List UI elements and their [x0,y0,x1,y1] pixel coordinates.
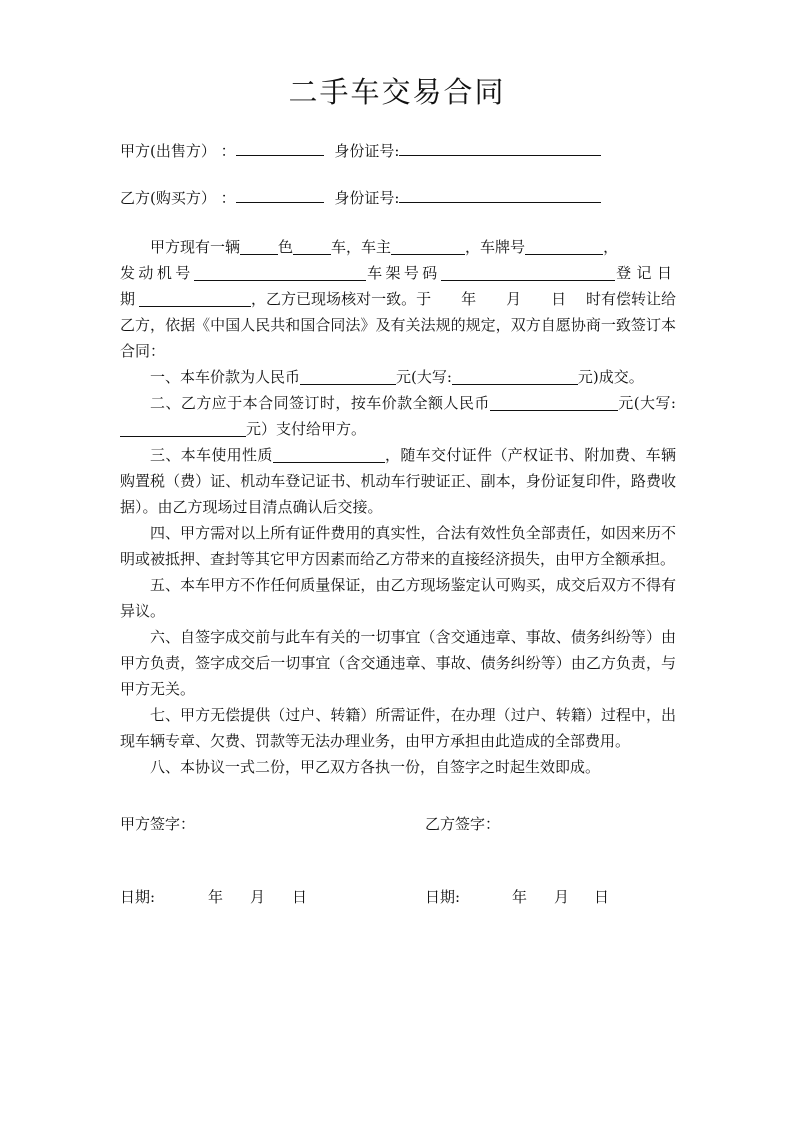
party-b-date [425,886,609,907]
price-field[interactable] [300,367,396,385]
engine-number-field[interactable] [194,263,366,281]
party-b-label: 乙方(购买方） ： [120,189,236,207]
clause-6: 六、自签字成交前与此车有关的一切事宜（含交通违章、事故、债务纠纷等）由甲方负责，签字成交后一切事宜（含交通违章、事故、债务纠纷等）由乙方负责，与甲方无关。 [120,628,676,698]
party-b-id-label: 身份证号: [334,189,400,207]
clause-text: 元(大写: [617,394,676,412]
intro-text: 车，车主 [331,238,392,256]
intro-paragraph [120,234,676,260]
intro-text: 发动机号 [120,264,194,282]
intro-text: ，乙方已现场核对一致。于 年 月 日 时有偿转让给乙方，依据《中国人民共和国合同法》及有关法规的规定，双方自愿协商一致签订本合同： [120,290,676,360]
usage-type-field[interactable] [273,445,385,463]
clause-text: 元)成交。 [577,368,644,386]
party-a-row [120,139,601,162]
party-b-row [120,186,601,209]
year-label: 年 [512,888,528,906]
intro-text: ， [603,238,619,256]
full-price-uppercase-field[interactable] [120,419,246,437]
party-b-signature-label: 乙方签字： [425,815,501,833]
clause-4: 四、甲方需对以上所有证件费用的真实性，合法有效性负全部责任，如因来历不明或被抵押、查封等其它甲方因素而给乙方带来的直接经济损失，由甲方全额承担。 [120,524,676,568]
full-price-field[interactable] [490,393,618,411]
clause-text: ，随车交付证件（产权证书、附加费、车辆购置税（费）证、机动车登记证书、机动车行驶证正、副本，身份证复印件，路费收据）。由乙方现场过目清点确认后交接。 [120,446,676,516]
intro-paragraph-cont [120,260,676,364]
party-a-date [120,886,307,907]
intro-text: 色 [278,238,294,256]
car-type-field[interactable] [293,237,331,255]
clause-3 [120,442,676,520]
month-label: 月 [250,888,266,906]
price-uppercase-field[interactable] [452,367,578,385]
intro-text: 车架号码 [365,264,441,282]
party-b-id-field[interactable] [399,186,601,203]
contract-title: 二手车交易合同 [288,75,506,109]
party-b-name-field[interactable] [236,186,324,203]
party-a-signature-label: 甲方签字： [120,815,196,833]
intro-text: 甲方现有一辆 [150,238,241,256]
clause-7: 七、甲方无偿提供（过户、转籍）所需证件，在办理（过户、转籍）过程中，出现车辆专章、欠费、罚款等无法办理业务，由甲方承担由此造成的全部费用。 [120,706,676,750]
clause-text: 元）支付给甲方。 [246,420,367,438]
party-a-id-field[interactable] [399,139,601,156]
day-label: 日 [292,888,308,906]
intro-text: 登记日期 [120,264,676,308]
party-a-id-label: 身份证号: [334,142,400,160]
register-date-field[interactable] [139,289,251,307]
clause-text: 元(大写: [396,368,452,386]
clause-1 [120,364,676,390]
date-label: 日期: [120,888,156,906]
vin-field[interactable] [441,263,615,281]
month-label: 月 [554,888,570,906]
date-label: 日期: [425,888,461,906]
contract-body [120,234,676,780]
car-owner-field[interactable] [391,237,465,255]
party-a-label: 甲方(出售方） ： [120,142,236,160]
clause-2 [120,390,676,442]
clause-5: 五、本车甲方不作任何质量保证，由乙方现场鉴定认可购买，成交后双方不得有异议。 [120,576,676,620]
year-label: 年 [208,888,224,906]
plate-number-field[interactable] [525,237,603,255]
clause-text: 三、本车使用性质 [150,446,273,464]
intro-text: ，车牌号 [465,238,526,256]
clause-text: 二、乙方应于本合同签订时，按车价款全额人民币 [150,394,490,412]
car-color-field[interactable] [240,237,278,255]
clause-text: 一、本车价款为人民币 [150,368,301,386]
party-a-name-field[interactable] [236,139,324,156]
day-label: 日 [594,888,610,906]
clause-8: 八、本协议一式二份，甲乙双方各执一份，自签字之时起生效即成。 [150,758,601,776]
